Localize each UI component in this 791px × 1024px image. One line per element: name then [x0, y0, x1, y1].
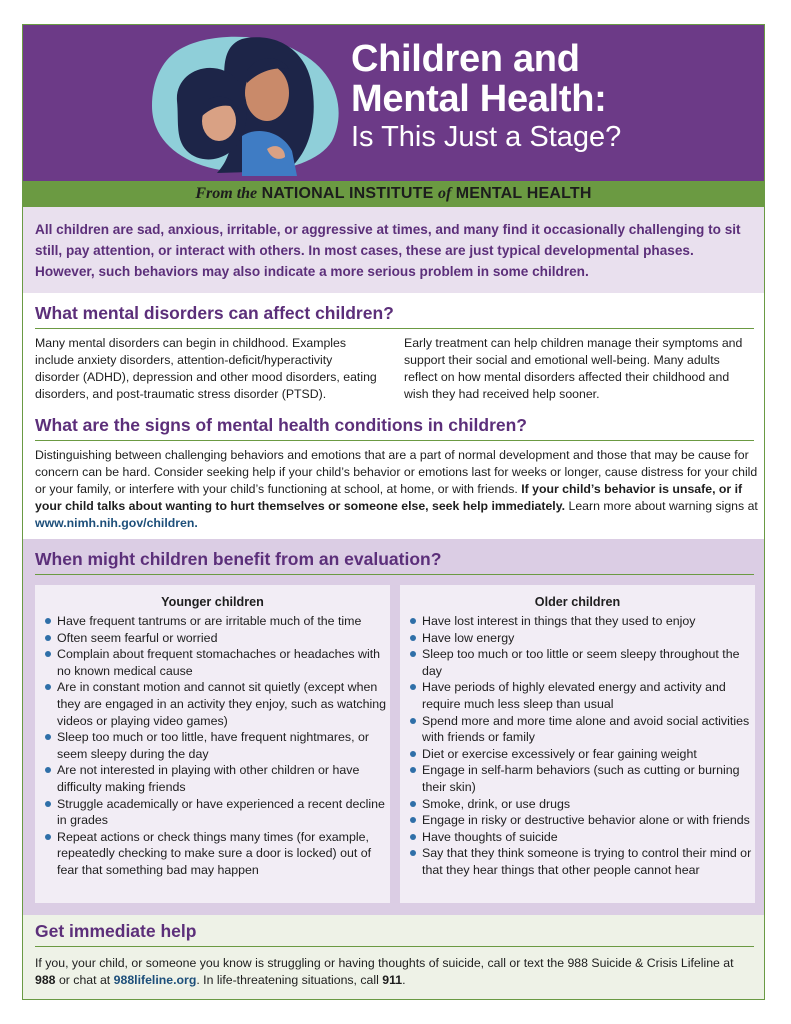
immediate-help-section: [23, 915, 764, 1000]
list-item: Complain about frequent stomachaches or headaches with no known medical cause: [57, 646, 390, 679]
list-item: Spend more and more time alone and avoid social activities with friends or family: [422, 713, 755, 746]
crisis-line-number: 988: [35, 973, 56, 987]
list-item: Diet or exercise excessively or fear gaining weight: [422, 746, 755, 763]
younger-children-list: [35, 613, 390, 879]
intro-panel: [23, 207, 764, 293]
list-item: Smoke, drink, or use drugs: [422, 796, 755, 813]
disorders-text-col2: Early treatment can help children manage their symptoms and support their social and emotional well-being. Many adults reflect on how mental disorders affected their childhood and wish they had received help sooner.: [404, 336, 743, 401]
list-item: Engage in self-harm behaviors (such as cutting or burning their skin): [422, 762, 755, 795]
older-children-list: [400, 613, 755, 879]
intro-text: All children are sad, anxious, irritable, or aggressive at times, and many find it occasionally challenging to sit still, pay attention, or interact with others. In most cases, these are just typical developmental phases. However, such behaviors may also indicate a more serious problem in some children.: [35, 222, 741, 279]
section-heading-signs: What are the signs of mental health conditions in children?: [35, 415, 754, 441]
section-heading-disorders: What mental disorders can affect children?: [35, 303, 754, 329]
evaluation-section: [23, 539, 764, 915]
list-item: Struggle academically or have experienced a recent decline in grades: [57, 796, 390, 829]
older-children-box: [400, 585, 755, 903]
list-item: Are not interested in playing with other children or have difficulty making friends: [57, 762, 390, 795]
younger-children-box: [35, 585, 390, 903]
list-item: Engage in risky or destructive behavior alone or with friends: [422, 812, 755, 829]
nimh-children-link[interactable]: www.nimh.nih.gov/children.: [35, 516, 198, 530]
list-item: Have frequent tantrums or are irritable much of the time: [57, 613, 390, 630]
list-item: Have low energy: [422, 630, 755, 647]
younger-children-title: Younger children: [161, 595, 264, 609]
list-item: Are in constant motion and cannot sit quietly (except when they are engaged in an activity they enjoy, such as watching videos or playing video games): [57, 679, 390, 729]
help-text: If you, your child, or someone you know is struggling or having thoughts of suicide, call or text the 988 Suicide & Crisis Lifeline at 988 or chat at 988lifeline.org. In life-threatening situations, call 911.: [35, 956, 734, 987]
page-subtitle: Is This Just a Stage?: [351, 121, 622, 153]
section-heading-help: Get immediate help: [35, 921, 754, 947]
fact-sheet-page: [22, 24, 765, 1000]
signs-text: Distinguishing between challenging behaviors and emotions that are a part of normal development and those that may be cause for concern can be hard. Consider seeking help if your child’s behavior or emotions last for weeks or longer, cause distress for your child or your family, or interfere with your child’s functioning at school, at home, or with friends. If your child’s behavior is unsafe, or if your child talks about wanting to hurt themselves or someone else, seek help immediately. Learn more about warning signs at www.nimh.nih.gov/children.: [35, 448, 758, 530]
section-heading-evaluation: When might children benefit from an evaluation?: [35, 549, 754, 575]
list-item: Often seem fearful or worried: [57, 630, 390, 647]
disorders-text-col1: Many mental disorders can begin in childhood. Examples include anxiety disorders, attention-deficit/hyperactivity disorder (ADHD), depression and other mood disorders, eating disorders, and post-traumatic stress disorder (PTSD).: [35, 336, 377, 401]
list-item: Have lost interest in things that they used to enjoy: [422, 613, 755, 630]
mother-and-child-illustration: [147, 31, 357, 179]
header-banner: [23, 25, 764, 181]
source-bar: From the NATIONAL INSTITUTE of MENTAL HEALTH: [23, 181, 764, 207]
list-item: Have periods of highly elevated energy and activity and require much less sleep than usual: [422, 679, 755, 712]
list-item: Sleep too much or too little, have frequent nightmares, or seem sleepy during the day: [57, 729, 390, 762]
988lifeline-link[interactable]: 988lifeline.org: [113, 973, 197, 987]
list-item: Sleep too much or too little or seem sleepy throughout the day: [422, 646, 755, 679]
list-item: Have thoughts of suicide: [422, 829, 755, 846]
list-item: Say that they think someone is trying to control their mind or that they hear things that other people cannot hear: [422, 845, 755, 878]
page-title: Children and Mental Health:: [351, 38, 607, 120]
list-item: Repeat actions or check things many times (for example, repeatedly checking to make sure a door is locked) out of fear that something bad may happen: [57, 829, 390, 879]
older-children-title: Older children: [534, 595, 621, 609]
emergency-number: 911: [382, 973, 403, 987]
